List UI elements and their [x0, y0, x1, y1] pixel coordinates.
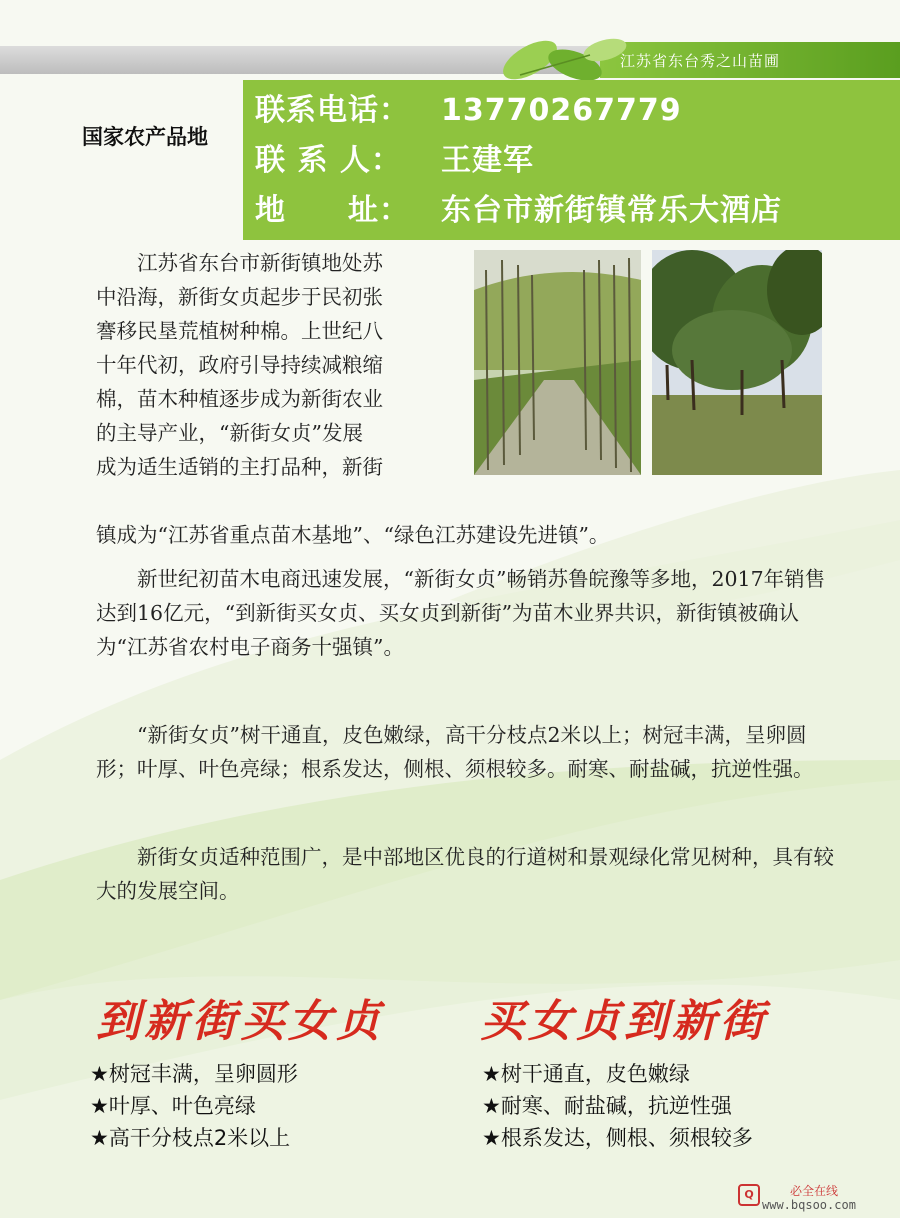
page-heading: 国家农产品地 [82, 125, 208, 149]
contact-person-row [255, 135, 534, 179]
p1-line: 的主导产业，“新街女贞”发展 [96, 421, 363, 445]
features-right-list [482, 1058, 753, 1154]
features-left-list [90, 1058, 298, 1154]
address-label: 地 址： [255, 193, 410, 228]
paragraph-4: 新街女贞适种范围广，是中部地区优良的行道树和景观绿化常见树种，具有较大的发展空间。 [96, 845, 834, 903]
watermark-logo-icon: Q [738, 1184, 760, 1206]
feature-item: ★树冠丰满，呈卵圆形 [90, 1062, 298, 1086]
paragraph-1-tail: 镇成为“江苏省重点苗木基地”、“绿色江苏建设先进镇”。 [96, 523, 610, 547]
tree-canopy-photo [652, 250, 822, 475]
watermark-url: www.bqsoo.com [762, 1198, 856, 1212]
feature-item: ★高干分枝点2米以上 [90, 1126, 291, 1150]
p1-line: 棉，苗木种植逐步成为新街农业 [96, 387, 383, 411]
feature-item: ★耐寒、耐盐碱，抗逆性强 [482, 1094, 732, 1118]
feature-item: ★根系发达，侧根、须根较多 [482, 1126, 753, 1150]
p1-line: 江苏省东台市新街镇地处苏 [96, 251, 383, 275]
contact-phone-row [255, 85, 682, 129]
paragraph-2: 新世纪初苗木电商迅速发展，“新街女贞”畅销苏鲁皖豫等多地，2017年销售达到16亿元，“到新街买女贞、买女贞到新街”为苗木业界共识，新街镇被确认为“江苏省农村电子商务十强镇”。 [96, 567, 826, 659]
contact-box [243, 80, 900, 240]
phone-label: 联系电话： [255, 93, 410, 128]
tree-rows-photo [474, 250, 641, 475]
feature-item: ★树干通直，皮色嫩绿 [482, 1062, 690, 1086]
brand-name: 江苏省东台秀之山苗圃 [620, 52, 781, 70]
address-text: 东台市新街镇常乐大酒店 [441, 193, 782, 228]
feature-item: ★叶厚、叶色亮绿 [90, 1094, 256, 1118]
slogan-left: 到新街买女贞 [96, 996, 384, 1047]
p1-line: 十年代初，政府引导持续减粮缩 [96, 353, 383, 377]
person-name: 王建军 [441, 143, 534, 178]
p1-line: 成为适生适销的主打品种，新街 [96, 455, 383, 479]
phone-number: 13770267779 [441, 93, 682, 128]
paragraph-3: “新街女贞”树干通直，皮色嫩绿，高干分枝点2米以上；树冠丰满，呈卵圆形；叶厚、叶色亮绿；根系发达，侧根、须根较多。耐寒、耐盐碱，抗逆性强。 [96, 723, 814, 781]
slogan-right: 买女贞到新街 [480, 996, 768, 1047]
person-label: 联 系 人： [255, 143, 402, 178]
p1-line: 中沿海，新街女贞起步于民初张 [96, 285, 383, 309]
contact-address-row [255, 185, 782, 229]
paragraph-1 [96, 246, 383, 484]
watermark-name: 必全在线 [790, 1184, 839, 1198]
p1-line: 謇移民垦荒植树种棉。上世纪八 [96, 319, 383, 343]
